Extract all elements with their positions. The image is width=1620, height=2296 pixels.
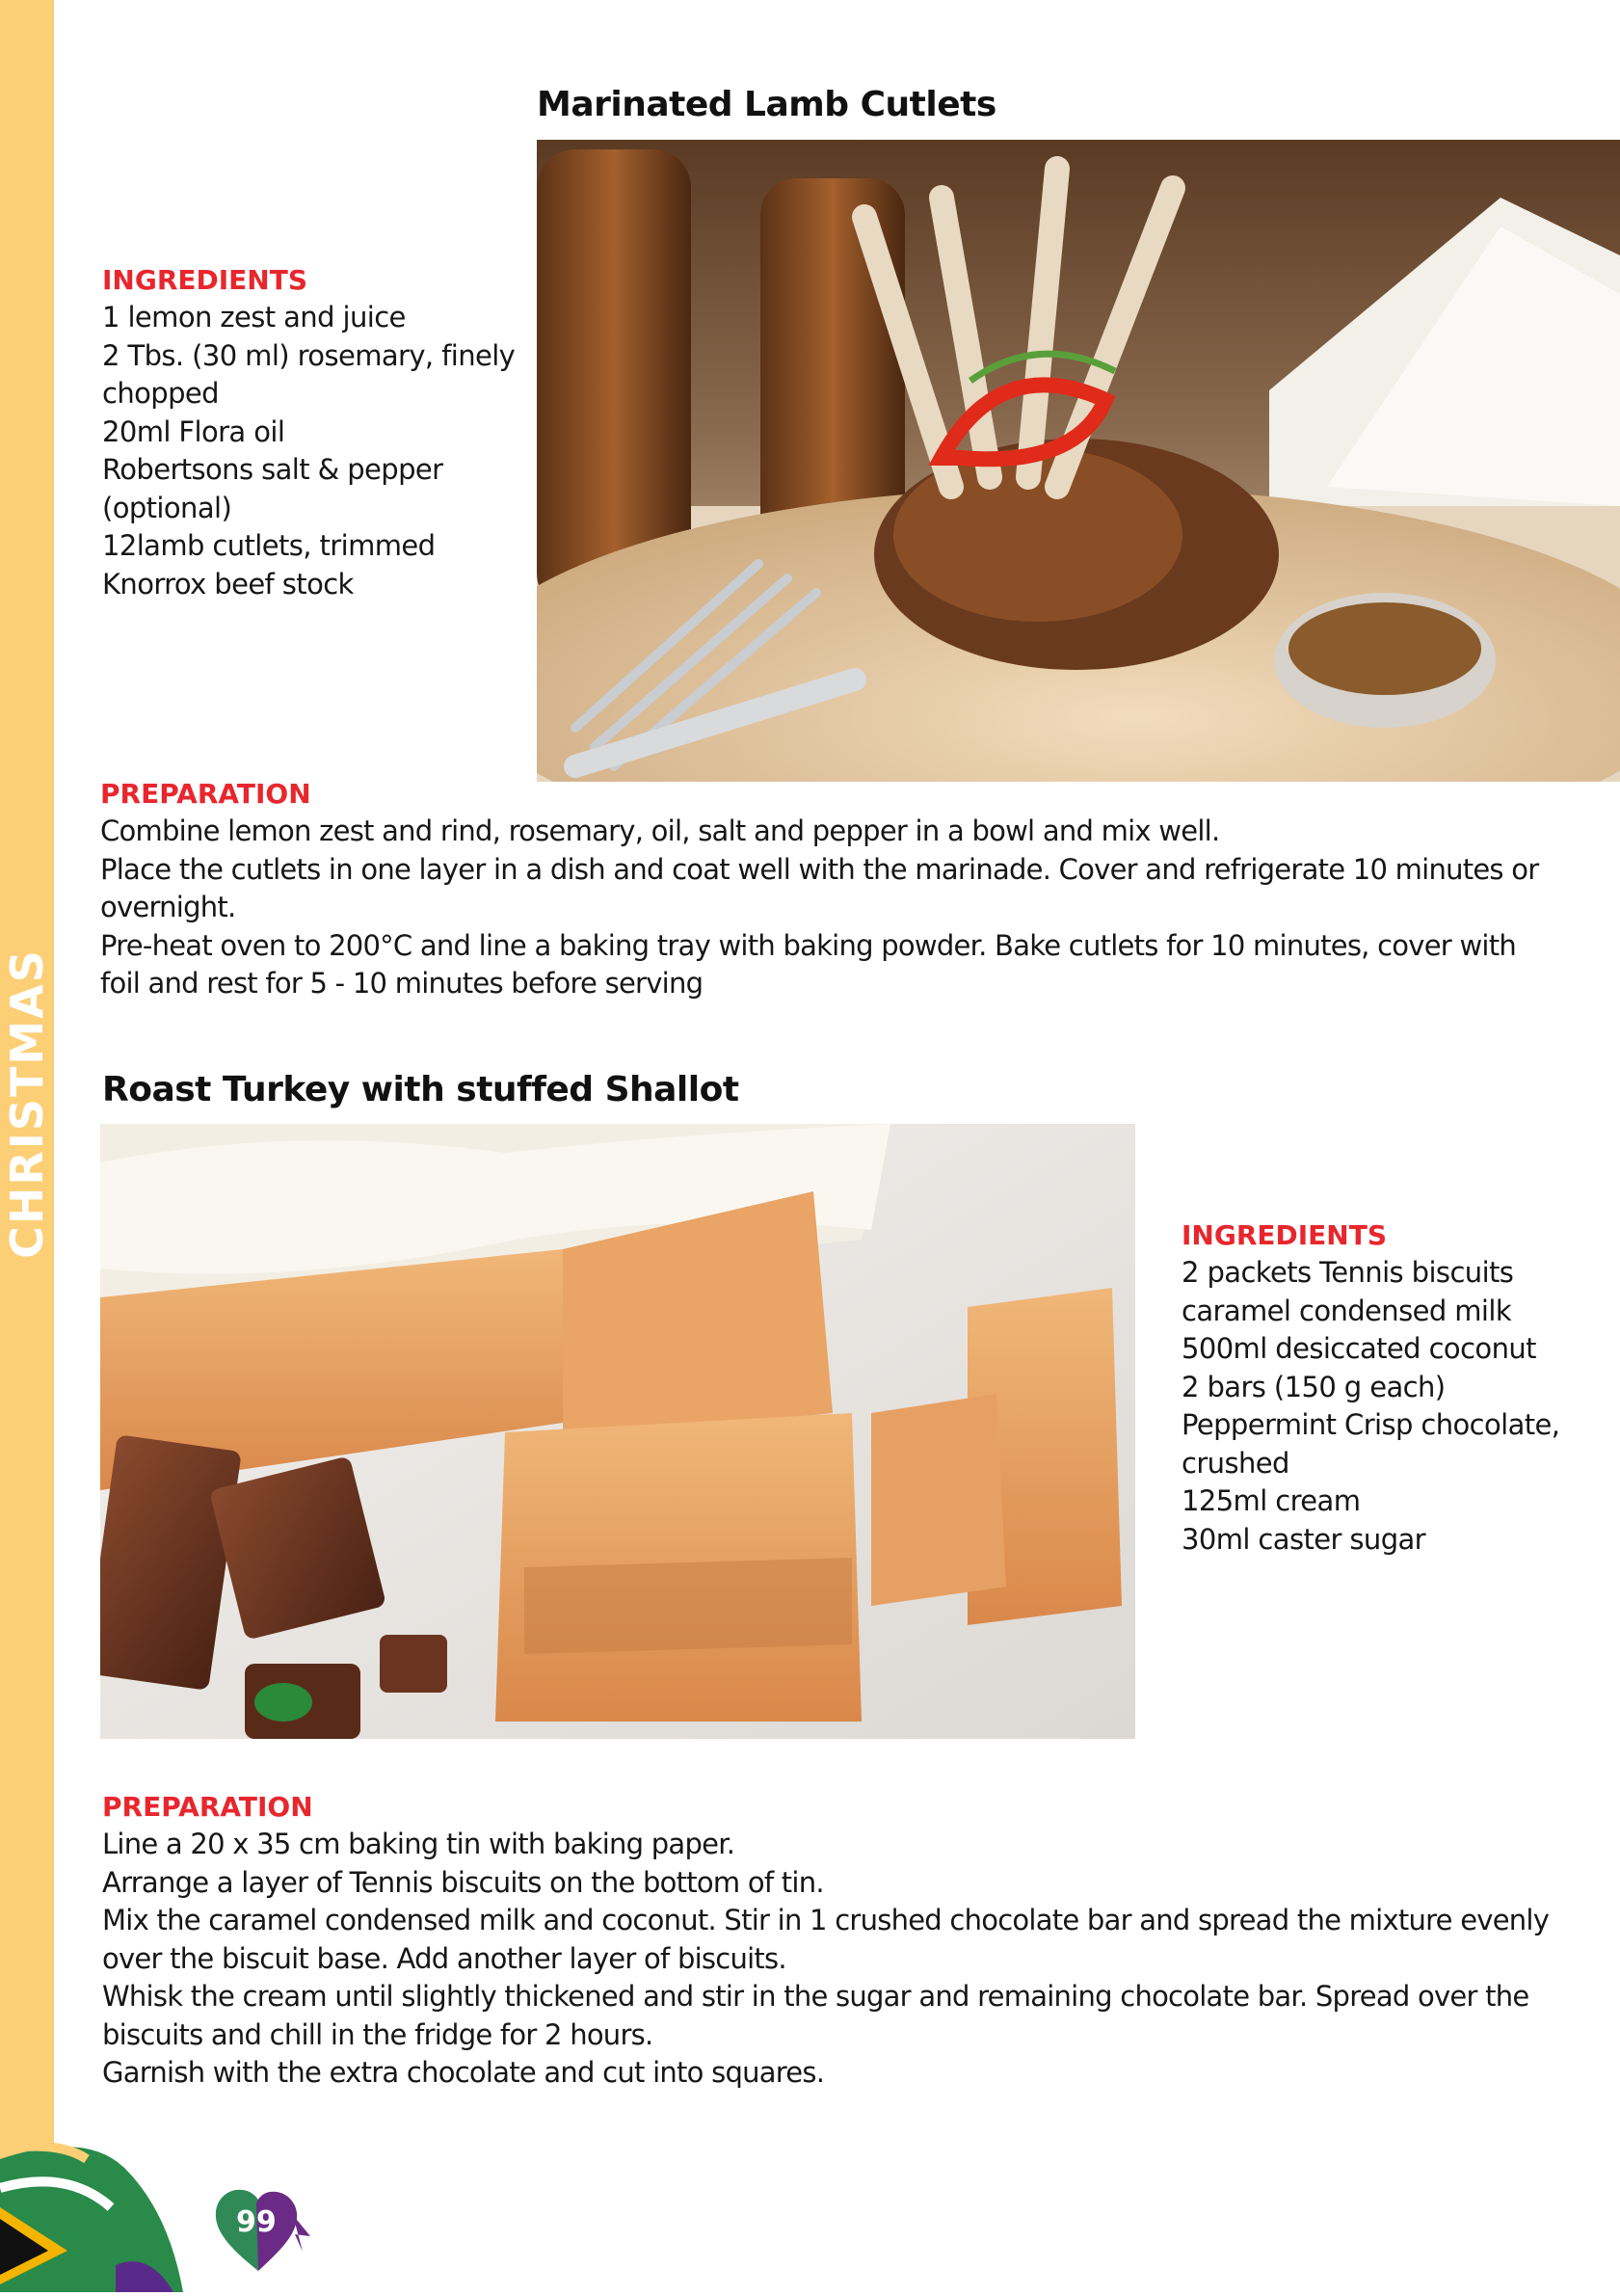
page-number: 99 xyxy=(236,2205,277,2239)
preparation-line: Combine lemon zest and rind, rosemary, oil, salt and pepper in a bowl and mix well. xyxy=(100,814,1220,847)
recipe-2-ingredients-heading: INGREDIENTS xyxy=(1182,1219,1388,1251)
ingredient-item: Robertsons salt & pepper xyxy=(102,453,443,486)
recipe-1-ingredients-list xyxy=(102,299,515,603)
ingredient-item: crushed xyxy=(1182,1446,1289,1480)
ingredient-item: 20ml Flora oil xyxy=(102,414,285,448)
ingredient-item: 125ml cream xyxy=(1182,1484,1361,1517)
ingredient-item: 2 Tbs. (30 ml) rosemary, finely xyxy=(102,338,516,372)
ingredient-item: 30ml caster sugar xyxy=(1182,1522,1425,1556)
preparation-line: Place the cutlets in one layer in a dish and coat well with the marinade. Cover and refrigerate 10 minutes or xyxy=(100,852,1539,886)
section-side-label: CHRISTMAS xyxy=(1,948,53,1259)
preparation-line: Arrange a layer of Tennis biscuits on the bottom of tin. xyxy=(102,1865,824,1899)
ingredient-item: 12lamb cutlets, trimmed xyxy=(102,529,436,562)
preparation-line: over the biscuit base. Add another layer of biscuits. xyxy=(102,1941,786,1975)
ingredient-item: 500ml desiccated coconut xyxy=(1182,1332,1536,1365)
preparation-line: Whisk the cream until slightly thickened and stir in the sugar and remaining chocolate bar. Spread over the xyxy=(102,1980,1529,2013)
preparation-line: Mix the caramel condensed milk and coconut. Stir in 1 crushed chocolate bar and spread the mixture evenly xyxy=(102,1904,1550,1936)
preparation-line: Line a 20 x 35 cm baking tin with baking paper. xyxy=(102,1828,735,1860)
recipe-2-preparation-heading: PREPARATION xyxy=(102,1791,313,1823)
recipe-1-preparation-text xyxy=(100,813,1538,1003)
preparation-line: biscuits and chill in the fridge for 2 hours. xyxy=(102,2017,653,2051)
ingredient-item: 2 bars (150 g each) xyxy=(1182,1370,1446,1403)
preparation-line: overnight. xyxy=(100,891,236,923)
preparation-line: foil and rest for 5 - 10 minutes before serving xyxy=(100,967,704,1000)
recipe-2-preparation-text xyxy=(102,1826,1549,2093)
ingredient-item: (optional) xyxy=(102,491,232,524)
ingredient-item: caramel condensed milk xyxy=(1182,1294,1512,1327)
recipe-2-ingredients-list xyxy=(1182,1254,1559,1559)
recipe-2-title: Roast Turkey with stuffed Shallot xyxy=(102,1070,739,1109)
lamb-cutlets-photo xyxy=(537,140,1620,782)
recipe-1-title: Marinated Lamb Cutlets xyxy=(537,85,996,124)
flag-decoration xyxy=(0,2130,183,2292)
ingredient-item: Peppermint Crisp chocolate, xyxy=(1182,1408,1560,1441)
ingredient-item: 1 lemon zest and juice xyxy=(102,301,406,334)
ingredient-item: Knorrox beef stock xyxy=(102,567,354,601)
recipe-1-ingredients-heading: INGREDIENTS xyxy=(102,264,308,296)
recipe-1-preparation-heading: PREPARATION xyxy=(100,778,311,810)
preparation-line: Garnish with the extra chocolate and cut into squares. xyxy=(102,2056,825,2089)
preparation-line: Pre-heat oven to 200°C and line a baking tray with baking powder. Bake cutlets for 10 minutes, cover with xyxy=(100,928,1516,962)
peppermint-tart-photo xyxy=(100,1124,1135,1739)
ingredient-item: chopped xyxy=(102,377,219,410)
ingredient-item: 2 packets Tennis biscuits xyxy=(1182,1256,1514,1289)
